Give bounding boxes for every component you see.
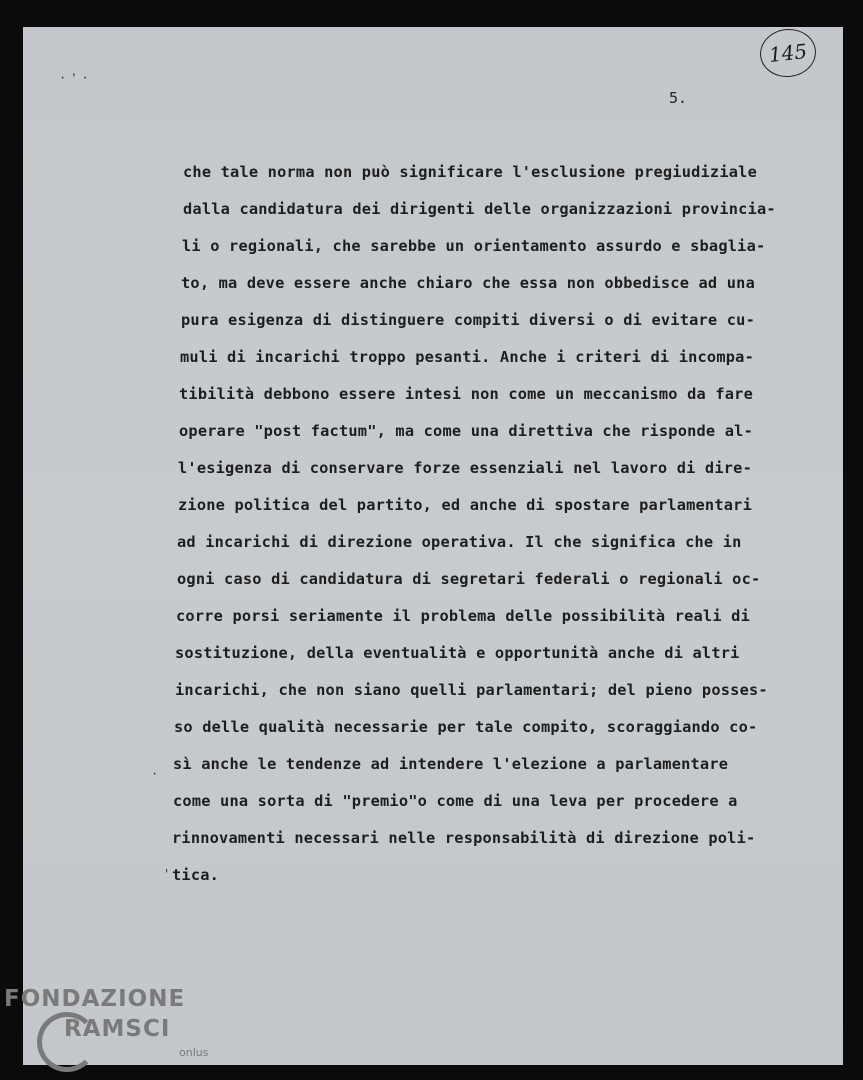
- watermark-line-3: onlus: [179, 1046, 209, 1059]
- text-line: tibilità debbono essere intesi non come un meccanismo da fare: [179, 385, 753, 403]
- paper-speck: ·: [151, 767, 163, 781]
- archive-number: 145: [767, 39, 809, 67]
- watermark-line-1: FONDAZIONE: [4, 986, 186, 1012]
- text-line: muli di incarichi troppo pesanti. Anche i criteri di incompa-: [180, 348, 754, 366]
- text-line: sostituzione, della eventualità e opportunità anche di altri: [175, 644, 740, 662]
- text-line: pura esigenza di distinguere compiti diversi o di evitare cu-: [181, 311, 755, 329]
- text-line: ogni caso di candidatura di segretari federali o regionali oc-: [177, 570, 761, 588]
- watermark-line-2: RAMSCI: [64, 1016, 171, 1042]
- text-line: sì anche le tendenze ad intendere l'elezione a parlamentare: [173, 755, 729, 773]
- text-line: ad incarichi di direzione operativa. Il che significa che in: [177, 533, 742, 551]
- text-line: corre porsi seriamente il problema delle possibilità reali di: [176, 607, 750, 625]
- text-line: zione politica del partito, ed anche di spostare parlamentari: [178, 496, 752, 514]
- text-line: tica.: [172, 866, 220, 884]
- text-line: come una sorta di "premio"o come di una leva per procedere a: [173, 792, 738, 810]
- text-line: li o regionali, che sarebbe un orientamento assurdo e sbaglia-: [182, 237, 766, 255]
- document-page: [23, 27, 843, 1065]
- text-line: rinnovamenti necessari nelle responsabilità di direzione poli-: [172, 829, 756, 847]
- text-line: operare "post factum", ma come una direttiva che risponde al-: [179, 422, 753, 440]
- page-number: 5.: [669, 89, 688, 107]
- text-line: dalla candidatura dei dirigenti delle organizzazioni provincia-: [183, 200, 776, 218]
- archive-number-stamp: [758, 26, 819, 80]
- paper-speck: ': [163, 867, 175, 881]
- paper-speck: ·'·: [59, 71, 93, 85]
- text-line: to, ma deve essere anche chiaro che essa non obbedisce ad una: [181, 274, 755, 292]
- fondazione-gramsci-watermark: [4, 984, 234, 1076]
- text-line: l'esigenza di conservare forze essenziali nel lavoro di dire-: [178, 459, 752, 477]
- text-line: so delle qualità necessarie per tale compito, scoraggiando co-: [174, 718, 758, 736]
- text-line: che tale norma non può significare l'esclusione pregiudiziale: [183, 163, 757, 181]
- typed-body-text: [171, 154, 791, 894]
- text-line: incarichi, che non siano quelli parlamentari; del pieno posses-: [175, 681, 768, 699]
